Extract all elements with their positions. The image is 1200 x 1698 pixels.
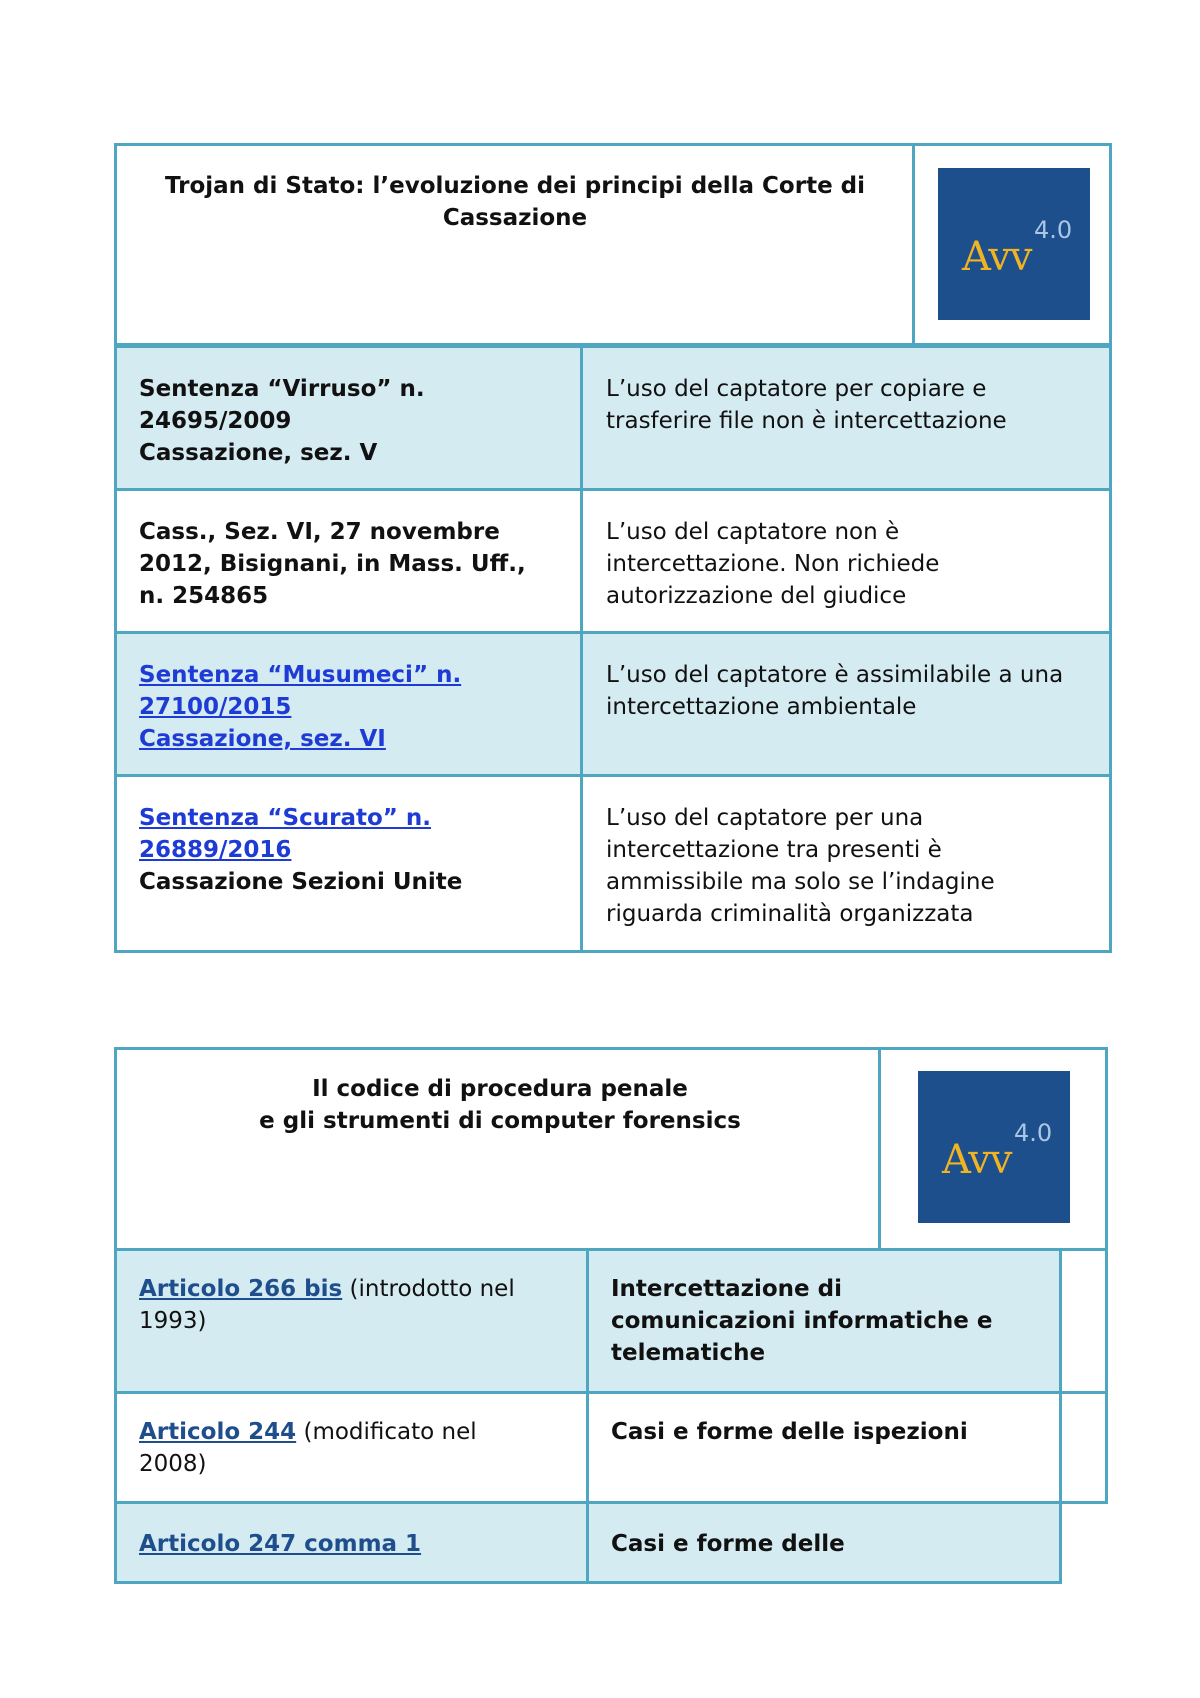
sentence-link[interactable]: 27100/2015: [139, 694, 292, 720]
article-title: Intercettazione di comunicazioni informatiche e telematiche: [611, 1276, 993, 1366]
principle-text: L’uso del captatore è assimilabile a una intercettazione ambientale: [606, 662, 1064, 720]
article-ref[interactable]: Articolo 266 bis (introdotto nel 1993): [139, 1276, 515, 1334]
article-title: Casi e forme delle: [611, 1531, 845, 1557]
article-title: Casi e forme delle ispezioni: [611, 1419, 968, 1445]
avv-logo: Avv 4.0: [918, 1071, 1070, 1223]
sentence-link[interactable]: 26889/2016: [139, 837, 292, 863]
divider: [1060, 1248, 1108, 1251]
divider: [1060, 1501, 1108, 1504]
divider: [114, 774, 1112, 777]
principle-text: L’uso del captatore per una intercettazione tra presenti è ammissibile ma solo se l’indagine riguarda criminalità organizzata: [606, 805, 995, 927]
article-link[interactable]: Articolo 266 bis: [139, 1276, 343, 1302]
table-title: Trojan di Stato: l’evoluzione dei principi della Corte di Cassazione: [164, 173, 866, 231]
table-title: Il codice di procedura penale e gli strumenti di computer forensics: [259, 1076, 741, 1134]
divider: [878, 1047, 881, 1249]
sentence-ref: Cass., Sez. VI, 27 novembre 2012, Bisignani, in Mass. Uff., n. 254865: [139, 519, 526, 609]
article-ref[interactable]: Articolo 244 (modificato nel 2008): [139, 1419, 477, 1477]
divider: [1105, 1248, 1108, 1504]
divider: [1060, 1391, 1108, 1394]
divider: [912, 143, 915, 345]
article-link[interactable]: Articolo 247 comma 1: [139, 1531, 422, 1557]
article-ref[interactable]: [139, 1528, 569, 1560]
principle-text: L’uso del captatore per copiare e trasferire file non è intercettazione: [606, 376, 1007, 434]
principle-text: L’uso del captatore non è intercettazione. Non richiede autorizzazione del giudice: [606, 519, 940, 609]
sentence-ref: Sentenza “Virruso” n. 24695/2009 Cassazione, sez. V: [139, 376, 425, 466]
divider: [114, 488, 1112, 491]
sentence-ref[interactable]: [139, 659, 569, 755]
sentence-ref[interactable]: Sentenza “Scurato” n. 26889/2016 Cassazione Sezioni Unite: [139, 805, 463, 895]
divider: [586, 1501, 589, 1584]
sentence-link[interactable]: Sentenza “Musumeci” n.: [139, 662, 462, 688]
avv-logo: Avv 4.0: [938, 168, 1090, 320]
sentence-link[interactable]: Sentenza “Scurato” n.: [139, 805, 432, 831]
article-link[interactable]: Articolo 244: [139, 1419, 297, 1445]
sentence-link[interactable]: Cassazione, sez. VI: [139, 726, 386, 752]
divider: [580, 346, 583, 950]
